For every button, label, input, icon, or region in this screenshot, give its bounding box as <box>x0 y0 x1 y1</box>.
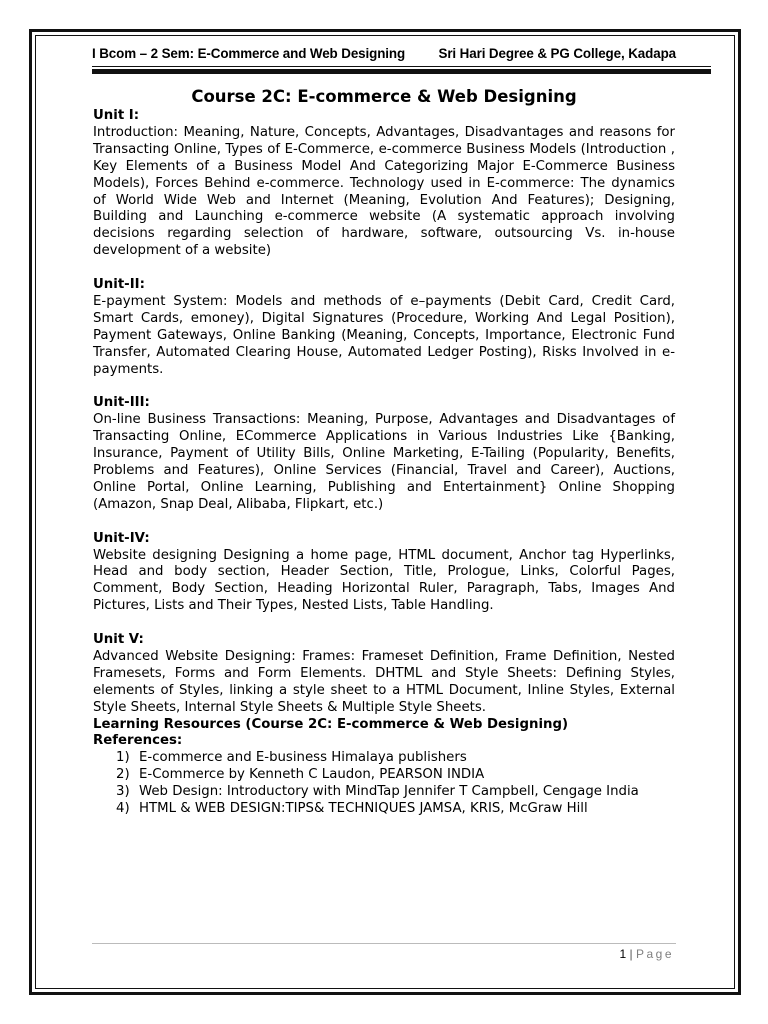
reference-number: 1) <box>116 750 130 766</box>
unit-heading: Unit V: <box>93 632 144 648</box>
unit-body: Advanced Website Designing: Frames: Frameset Definition, Frame Definition, Nested Framesets, Forms and Form Elements. DHTML and Style Sheets: Defining Styles, elements of Styles, linking a style sheet to a HTML Document, Inline Styles, External Style Sheets, Internal Style Sheets & Multiple Style Sheets. <box>93 648 675 715</box>
references-heading: References: <box>93 733 183 749</box>
unit-heading: Unit-IV: <box>93 530 150 546</box>
reference-number: 3) <box>116 784 130 800</box>
unit-heading: Unit-III: <box>93 395 150 411</box>
unit-body: E-payment System: Models and methods of e–payments (Debit Card, Credit Card, Smart Cards, emoney), Digital Signatures (Procedure, Working And Legal Position), Payment Gateways, Online Banking (Meaning, Concepts, Importance, Electronic Fund Transfer, Automated Clearing House, Automated Ledger Posting), Risks Involved in e-payments. <box>93 293 675 377</box>
reference-text: HTML & WEB DESIGN:TIPS& TECHNIQUES JAMSA, KRIS, McGraw Hill <box>139 801 588 817</box>
page-number: 1 <box>619 947 627 961</box>
reference-item <box>93 784 675 801</box>
page-footer <box>560 947 674 961</box>
page-header <box>92 43 676 63</box>
reference-item <box>93 767 675 784</box>
spacer <box>93 260 675 277</box>
document-body <box>93 86 675 818</box>
unit-section <box>93 277 675 378</box>
header-college-label: Sri Hari Degree & PG College, Kadapa <box>438 45 676 61</box>
spacer <box>93 378 675 395</box>
unit-body: On-line Business Transactions: Meaning, Purpose, Advantages and Disadvantages of Transacting Online, ECommerce Applications in Various Industries Like {Banking, Insurance, Payment of Utility Bills, Online Marketing, E-Tailing (Popularity, Benefits, Problems and Features), Online Services (Financial, Travel and Career), Auctions, Online Portal, Online Learning, Publishing and Entertainment} Online Shopping (Amazon, Snap Deal, Alibaba, Flipkart, etc.) <box>93 412 675 512</box>
reference-text: E-commerce and E-business Himalaya publishers <box>139 750 467 766</box>
footer-rule <box>92 943 676 944</box>
course-title: Course 2C: E-commerce & Web Designing <box>191 87 577 106</box>
header-rule-thick <box>92 69 711 74</box>
unit-section <box>93 632 675 717</box>
unit-body: Website designing Designing a home page, HTML document, Anchor tag Hyperlinks, Head and body section, Header Section, Title, Prologue, Links, Colorful Pages, Comment, Body Section, Heading Horizontal Ruler, Paragraph, Tabs, Images And Pictures, Lists and Their Types, Nested Lists, Table Handling. <box>93 547 675 614</box>
unit-heading: Unit-II: <box>93 277 145 293</box>
page-label: Page <box>635 947 674 961</box>
reference-number: 2) <box>116 767 130 783</box>
references-list <box>93 750 675 818</box>
unit-heading: Unit I: <box>93 108 140 123</box>
unit-section <box>93 108 675 260</box>
header-rule <box>92 66 711 67</box>
unit-section <box>93 395 675 513</box>
footer-separator: | <box>629 947 633 961</box>
unit-section <box>93 531 675 616</box>
spacer <box>93 514 675 531</box>
reference-item <box>93 801 675 818</box>
reference-number: 4) <box>116 801 130 817</box>
spacer <box>93 615 675 632</box>
learning-resources-heading: Learning Resources (Course 2C: E-commerce & Web Designing) <box>93 716 569 732</box>
header-course-label: I Bcom – 2 Sem: E-Commerce and Web Designing <box>92 45 406 61</box>
reference-item <box>93 750 675 767</box>
unit-body: Introduction: Meaning, Nature, Concepts, Advantages, Disadvantages and reasons for Transacting Online, Types of E-Commerce, e-commerce Business Models (Introduction , Key Elements of a Business Model And Categorizing Major E-Commerce Business Models), Forces Behind e-commerce. Technology used in E-commerce: The dynamics of World Wide Web and Internet (Meaning, Evolution And Features); Designing, Building and Launching e-commerce website (A systematic approach involving decisions regarding selection of hardware, software, outsourcing Vs. in-house development of a website) <box>93 124 675 259</box>
reference-text: Web Design: Introductory with MindTap Jennifer T Campbell, Cengage India <box>139 784 639 800</box>
reference-text: E-Commerce by Kenneth C Laudon, PEARSON INDIA <box>139 767 485 783</box>
